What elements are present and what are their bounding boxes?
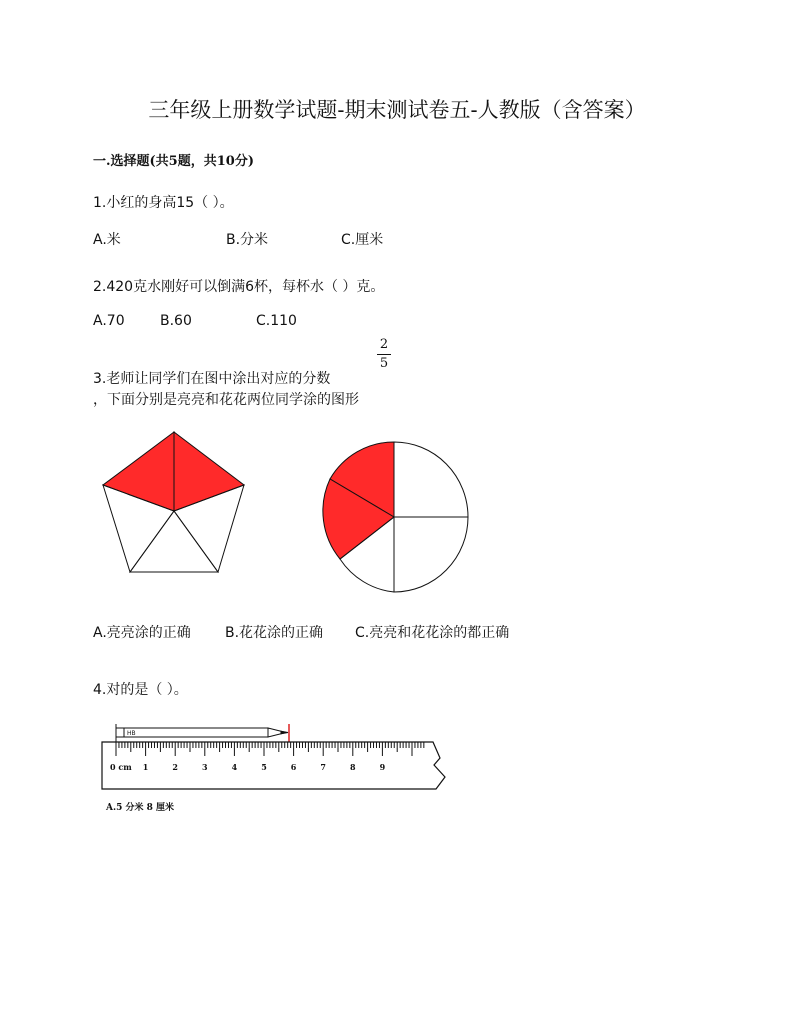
fraction-bar bbox=[377, 354, 391, 355]
ruler-number: 5 bbox=[261, 762, 267, 772]
ruler-number: 7 bbox=[320, 762, 326, 772]
question-1-option-a: A.米 bbox=[93, 232, 121, 248]
circle-part-4 bbox=[394, 517, 468, 592]
pencil-label: HB bbox=[127, 730, 136, 737]
question-2-option-b: B.60 bbox=[160, 313, 192, 329]
question-1-text: 1.小红的身高15（ ）。 bbox=[93, 195, 234, 211]
ruler-body bbox=[102, 742, 445, 789]
ruler-number: 6 bbox=[290, 762, 297, 772]
question-2-text: 2.420克水刚好可以倒满6杯，每杯水（ ）克。 bbox=[93, 279, 385, 295]
ruler-number: 1 bbox=[142, 762, 149, 772]
ruler-number: 8 bbox=[350, 762, 356, 772]
section-heading: 一.选择题(共5题，共10分) bbox=[93, 154, 254, 169]
fraction-two-fifths bbox=[376, 338, 392, 371]
page-title: 三年级上册数学试题-期末测试卷五-人教版（含答案） bbox=[148, 98, 646, 122]
fraction-numerator: 2 bbox=[379, 337, 389, 352]
question-3-option-a: A.亮亮涂的正确 bbox=[93, 625, 191, 641]
question-1-option-c: C.厘米 bbox=[341, 232, 384, 248]
shaded-pentagon-figure bbox=[100, 428, 250, 578]
question-2-option-a: A.70 bbox=[93, 313, 125, 329]
ruler-number: 2 bbox=[172, 762, 178, 772]
question-4-option-a: A.5 分米 8 厘米 bbox=[106, 803, 175, 813]
ruler-unit-label: 0 cm bbox=[110, 762, 132, 772]
ruler-number: 4 bbox=[231, 762, 238, 772]
question-3-option-c: C.亮亮和花花涂的都正确 bbox=[355, 625, 510, 641]
shaded-circle-figure bbox=[315, 438, 475, 588]
question-3-option-b: B.花花涂的正确 bbox=[225, 625, 324, 641]
pencil-icon bbox=[116, 728, 288, 737]
circle-part-5 bbox=[394, 442, 468, 517]
fraction-denominator: 5 bbox=[379, 356, 389, 371]
ruler-number: 3 bbox=[202, 762, 208, 772]
question-1-option-b: B.分米 bbox=[226, 232, 269, 248]
question-3-text-line2: ，下面分别是亮亮和花花两位同学涂的图形 bbox=[93, 392, 359, 408]
ruler-number: 9 bbox=[379, 762, 386, 772]
pentagon-part-4 bbox=[130, 511, 218, 572]
pentagon-shaded-part-1 bbox=[103, 432, 174, 511]
question-4-text: 4.对的是（ ）。 bbox=[93, 682, 188, 698]
question-2-option-c: C.110 bbox=[256, 313, 297, 329]
pentagon-shaded-part-2 bbox=[174, 432, 244, 511]
ruler-with-pencil-figure bbox=[100, 720, 450, 800]
question-3-text-line1: 3.老师让同学们在图中涂出对应的分数 bbox=[93, 371, 331, 387]
